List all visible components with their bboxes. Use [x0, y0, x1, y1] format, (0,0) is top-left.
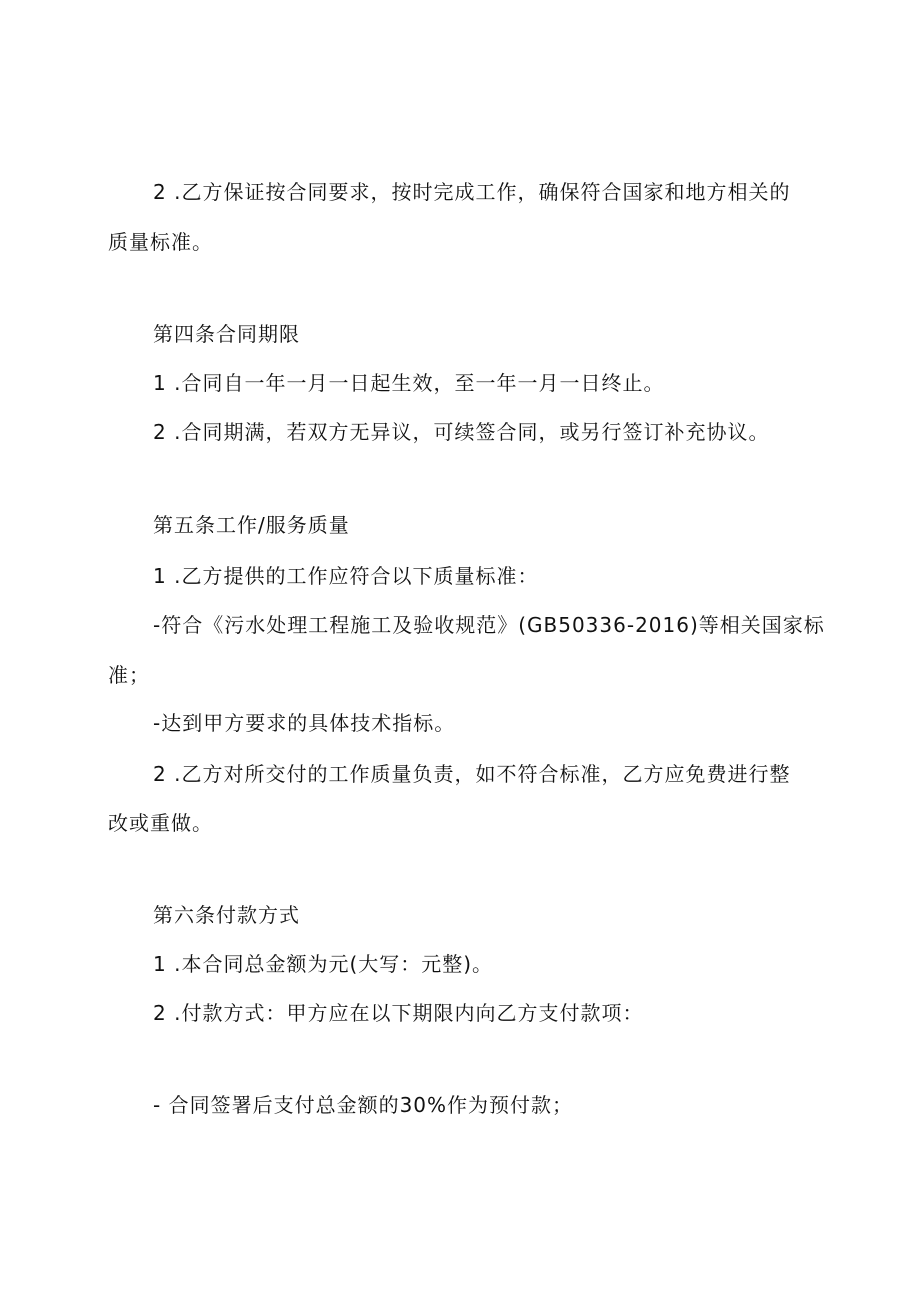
clause-4-heading: 第四条合同期限	[153, 322, 300, 346]
clause-4-item-2: 2 .合同期满，若双方无异议，可续签合同，或另行签订补充协议。	[153, 420, 770, 444]
clause-5-item-2-line-2: 改或重做。	[108, 811, 213, 835]
clause-5-item-2-line-1: 2 .乙方对所交付的工作质量负责，如不符合标准，乙方应免费进行整	[153, 762, 791, 786]
clause-5-bullet-1-line-1: -符合《污水处理工程施工及验收规范》(GB50336-2016)等相关国家标	[153, 613, 825, 637]
clause-3-item-2-line-1: 2 .乙方保证按合同要求，按时完成工作，确保符合国家和地方相关的	[153, 180, 791, 204]
clause-5-item-1: 1 .乙方提供的工作应符合以下质量标准：	[153, 564, 539, 588]
clause-3-item-2-line-2: 质量标准。	[108, 230, 213, 254]
clause-6-item-2: 2 .付款方式：甲方应在以下期限内向乙方支付款项：	[153, 1001, 644, 1025]
clause-5-bullet-1-line-2: 准；	[108, 663, 150, 687]
clause-6-heading: 第六条付款方式	[153, 903, 300, 927]
clause-5-heading: 第五条工作/服务质量	[153, 513, 350, 537]
clause-4-item-1: 1 .合同自一年一月一日起生效，至一年一月一日终止。	[153, 371, 665, 395]
clause-6-item-1: 1 .本合同总金额为元(大写：元整)。	[153, 952, 494, 976]
clause-5-bullet-2: -达到甲方要求的具体技术指标。	[153, 711, 456, 735]
clause-6-bullet-1: - 合同签署后支付总金额的30%作为预付款；	[153, 1093, 574, 1117]
